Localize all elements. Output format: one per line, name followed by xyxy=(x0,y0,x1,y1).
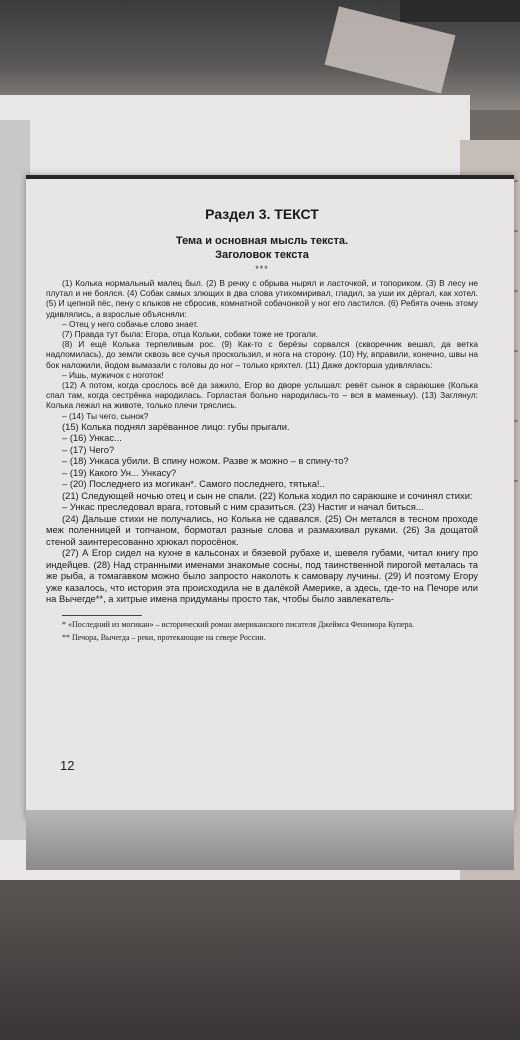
page-bottom-shade xyxy=(26,810,514,870)
paragraph: (1) Колька нормальный малец был. (2) В речку с обрыва нырял и ласточкой, и топориком. (3) В лесу не плутал и не боялся. (4) Собак самых злющих в два слова утихомиривал, гладил, за уши их дёргал, как хотел. (5) И цепной пёс, пену с клыков не сбросив, комнатной собачонкой у ног его ластился. (6) Ребята очень этому удивлялись, а взрослые объясняли: xyxy=(46,278,478,319)
paragraph: (12) А потом, когда срослось всё да зажило, Егор во дворе услышал: ревёт сынок в сараюшке (Колька спал там, когда сестрёнка народилась. Горластая больно народилась-то – вся в маменьку). (13) Заглянул: Колька лежал на животе, только плечи тряслись. xyxy=(46,380,478,411)
paragraph: (7) Правда тут была: Егора, отца Кольки, собаки тоже не трогали. xyxy=(62,329,319,340)
paragraph: – (17) Чего? xyxy=(62,443,115,455)
background-floor xyxy=(0,880,520,1040)
paragraph: – (18) Ункаса убили. В спину ножом. Разве ж можно – в спину-то? xyxy=(62,455,349,467)
paragraph: (27) А Егор сидел на кухне в кальсонах и бязевой рубахе и, шевеля губами, читал книгу про индейцев. (28) Над странными именами знакомые сосны, под таинственной пирогой металась та же рыба, а томагавком можно было запросто наколоть к самовару лучины. (29) И поэтому Егору уже казалось, что история эта происходила не в далёкой Америке, а здесь, где-то на Печоре или на Вычегде**, а хитрые имена придуманы просто так, чтобы было завлекатель- xyxy=(46,547,478,605)
page-number: 12 xyxy=(60,758,75,773)
paragraph: – (20) Последнего из могикан*. Самого последнего, тятька!.. xyxy=(62,478,325,490)
paragraph: (8) И ещё Колька терпеливым рос. (9) Как-то с берёзы сорвался (скворечник вешал, да ветка надломилась), до земли сквозь все сучья проскользил, и нога на сторону. (10) Ну, вправили, конечно, швы на бок наложили, йодом вымазали с головы до ног – только кряхтел. (11) Даже докторша удивлялась: xyxy=(46,339,478,370)
paragraph: – (19) Какого Ун... Ункасу? xyxy=(62,466,177,478)
paragraph: (24) Дальше стихи не получались, но Колька не сдавался. (25) Он метался в тесном проходе меж поленницей и топчаном, бормотал разные слова и размахивал руками. (26) За дощатой стеной заинтересованно хрюкал поросёнок. xyxy=(46,512,478,547)
footnote-divider xyxy=(62,615,142,616)
background-object xyxy=(400,0,520,22)
paragraph: – Отец у него собачье слово знает. xyxy=(62,318,199,329)
paragraph: – (14) Ты чего, сынок? xyxy=(62,410,149,421)
paragraph: (15) Колька поднял зарёванное лицо: губы прыгали. xyxy=(62,420,290,432)
topic-heading xyxy=(46,234,478,262)
page-content xyxy=(46,206,478,646)
paragraph: – (16) Ункас... xyxy=(62,432,122,444)
divider-stars: *** xyxy=(255,264,269,274)
paragraph: – Ункас преследовал врага, готовый с ним сразиться. (23) Настиг и начал биться... xyxy=(62,501,424,513)
topic-line-2: Заголовок текста xyxy=(215,249,309,261)
paragraph: – Ишь, мужичок с ноготок! xyxy=(62,369,164,380)
footnote: * «Последний из могикан» – исторический роман американского писателя Джеймса Фенимора Купера. xyxy=(62,619,415,629)
text-body xyxy=(46,278,478,605)
footnote: ** Печора, Вычегда – реки, протекающие на севере России. xyxy=(62,632,266,642)
section-title: Раздел 3. ТЕКСТ xyxy=(205,206,319,222)
paragraph: (21) Следующей ночью отец и сын не спали. (22) Колька ходил по сараюшке и сочинял стихи: xyxy=(62,489,473,501)
topic-line-1: Тема и основная мысль текста. xyxy=(175,235,349,247)
